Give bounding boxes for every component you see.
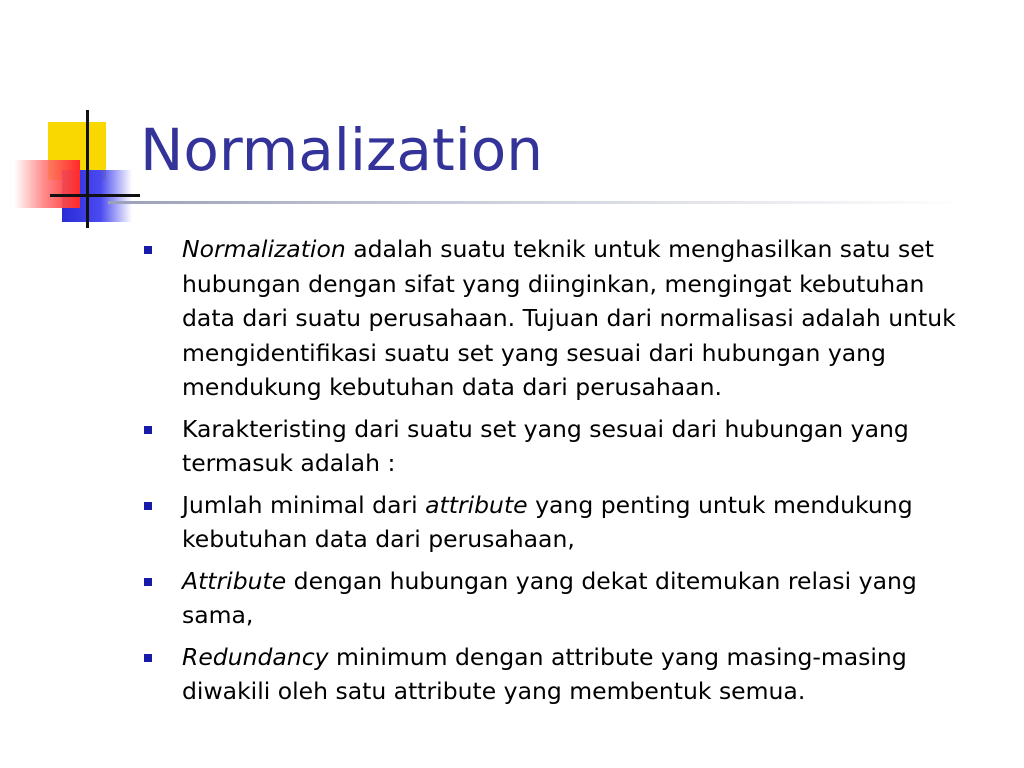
vertical-line bbox=[86, 110, 89, 228]
bullet-text: dengan hubungan yang dekat ditemukan relasi yang sama, bbox=[182, 566, 917, 629]
bullet-text: minimum dengan attribute yang masing-masing diwakili oleh satu attribute yang membentuk semua. bbox=[182, 642, 907, 705]
bullet-icon bbox=[144, 246, 152, 254]
bullet-icon bbox=[144, 578, 152, 586]
bullet-text: adalah suatu teknik untuk menghasilkan satu set hubungan dengan sifat yang diinginkan, mengingat kebutuhan data dari suatu perusahaan. Tujuan dari normalisasi adalah untuk mengidentifikasi suatu set yang sesuai dari hubungan yang mendukung kebutuhan data dari perusahaan. bbox=[182, 235, 956, 401]
corner-logo-graphic bbox=[0, 0, 150, 240]
bullet-item bbox=[140, 232, 970, 405]
bullet-italic-term: Normalization bbox=[182, 235, 346, 263]
bullet-italic-term: Attribute bbox=[182, 566, 287, 595]
bullet-item bbox=[140, 488, 970, 557]
bullet-text: yang penting untuk mendukung kebutuhan data dari perusahaan, bbox=[182, 490, 913, 553]
slide-title: Normalization bbox=[140, 116, 544, 184]
bullet-italic-term: Redundancy bbox=[182, 642, 329, 671]
bullet-item bbox=[140, 564, 970, 633]
bullet-pre-text: Jumlah minimal dari bbox=[182, 490, 426, 519]
bullet-item bbox=[140, 412, 970, 481]
horizontal-line bbox=[50, 194, 140, 197]
bullet-italic-term: attribute bbox=[425, 490, 528, 519]
bullet-icon bbox=[144, 426, 152, 434]
bullet-icon bbox=[144, 502, 152, 510]
red-square bbox=[14, 160, 80, 208]
bullet-pre-text: Karakteristing dari suatu set yang sesuai dari hubungan yang termasuk adalah : bbox=[182, 414, 909, 477]
bullet-list bbox=[140, 232, 970, 716]
bullet-icon bbox=[144, 654, 152, 662]
bullet-item bbox=[140, 640, 970, 709]
title-divider bbox=[108, 201, 968, 204]
